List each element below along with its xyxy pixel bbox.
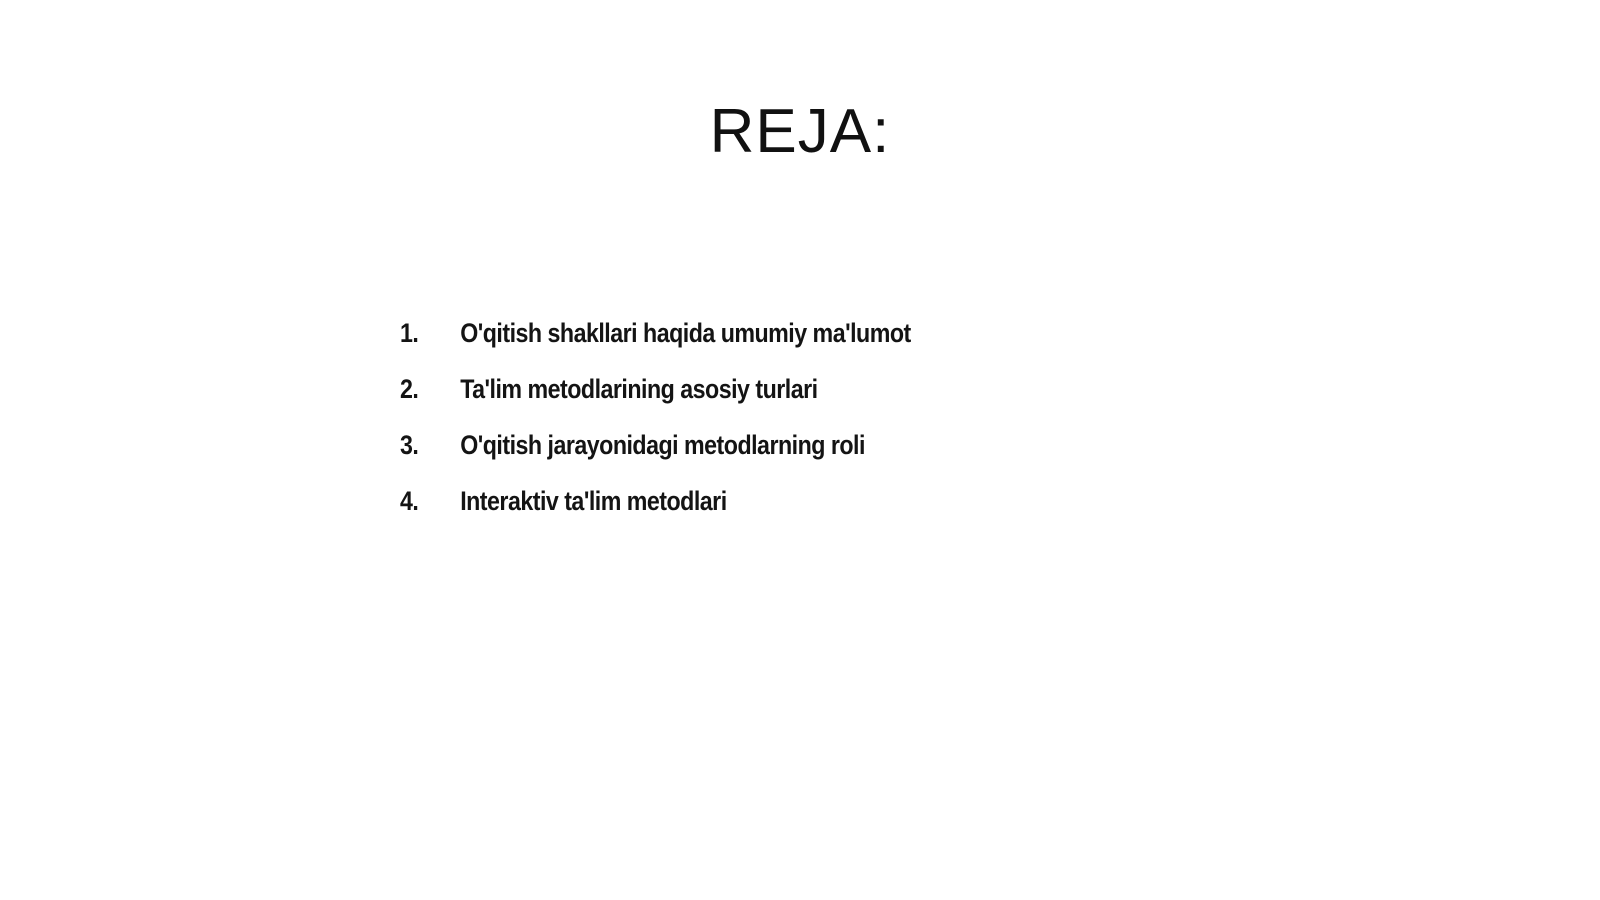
- list-item-text: Interaktiv ta'lim metodlari: [460, 486, 727, 516]
- list-item-text: O'qitish shakllari haqida umumiy ma'lumot: [460, 318, 911, 348]
- slide-title: REJA:: [709, 97, 891, 166]
- list-item-text: O'qitish jarayonidagi metodlarning roli: [460, 430, 865, 460]
- list-item-text: Ta'lim metodlarining asosiy turlari: [460, 374, 818, 404]
- list-item: [400, 430, 911, 486]
- list-item: [400, 318, 911, 374]
- list-item: [400, 374, 911, 430]
- list-item-number: 1.: [400, 318, 419, 348]
- list-item-number: 2.: [400, 374, 419, 404]
- plan-list: [400, 318, 994, 542]
- list-item-number: 4.: [400, 486, 419, 516]
- list-item: [400, 486, 911, 542]
- list-item-number: 3.: [400, 430, 419, 460]
